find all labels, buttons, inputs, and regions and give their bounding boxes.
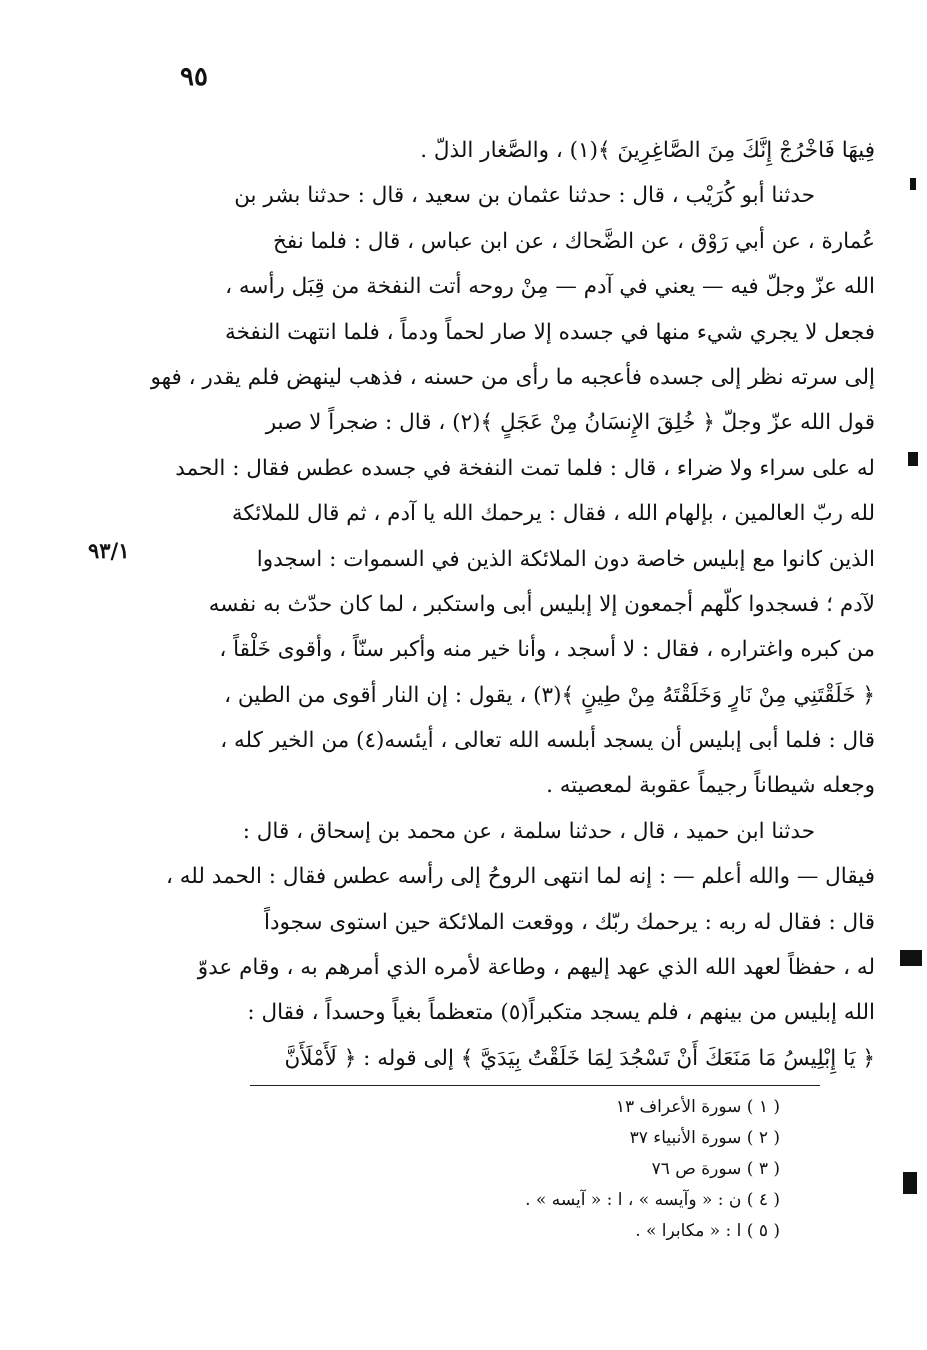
footnote-item: ( ٢ ) سورة الأنبياء ٣٧ <box>629 1128 780 1148</box>
text-line: له على سراء ولا ضراء ، قال : فلما تمت النفخة في جسده عطس فقال : الحمد <box>175 455 875 481</box>
footnote-item: ( ٥ ) ا : « مكابرا » . <box>635 1221 780 1241</box>
text-line: ﴿ يَا إِبْلِيسُ مَا مَنَعَكَ أَنْ تَسْجُدَ لِمَا خَلَقْتُ بِيَدَيَّ ﴾ إلى قوله : ﴿ لَأَمْلَأَنَّ <box>284 1045 875 1071</box>
scan-mark <box>903 1172 917 1194</box>
footnote-item: ( ٣ ) سورة ص ٧٦ <box>651 1159 780 1179</box>
text-line: فيقال — والله أعلم — : إنه لما انتهى الروحُ إلى رأسه عطس فقال : الحمد لله ، <box>166 864 875 890</box>
scan-mark <box>908 452 918 466</box>
page-number: ٩٥ <box>180 62 208 92</box>
text-line: لآدم ؛ فسجدوا كلّهم أجمعون إلا إبليس أبى واستكبر ، لما كان حدّث به نفسه <box>208 591 875 617</box>
footnote-divider <box>250 1085 820 1086</box>
text-line: قال : فلما أبى إبليس أن يسجد أبلسه الله تعالى ، أيئسه(٤) من الخير كله ، <box>220 728 875 754</box>
text-line: إلى سرته نظر إلى جسده فأعجبه ما رأى من حسنه ، فذهب لينهض فلم يقدر ، فهو <box>150 364 875 390</box>
text-line: قول الله عزّ وجلّ ﴿ خُلِقَ الإِنسَانُ مِنْ عَجَلٍ ﴾(٢) ، قال : ضجراً لا صبر <box>265 410 875 436</box>
text-line: ﴿ خَلَقْتَنِي مِنْ نَارٍ وَخَلَقْتَهُ مِنْ طِينٍ ﴾(٣) ، يقول : إن النار أقوى من الطين ، <box>224 682 875 708</box>
text-line: فجعل لا يجري شيء منها في جسده إلا صار لحماً ودماً ، فلما انتهت النفخة <box>225 319 875 345</box>
margin-reference: ٩٣/١ <box>88 538 130 563</box>
body-text <box>150 128 875 1081</box>
footnotes <box>300 1092 780 1247</box>
scan-mark <box>910 178 916 190</box>
scan-mark <box>900 950 922 966</box>
text-line: الله إبليس من بينهم ، فلم يسجد متكبراً(٥) متعظماً بغياً وحسداً ، فقال : <box>247 1000 875 1026</box>
text-line: لله ربّ العالمين ، بإلهام الله ، فقال : يرحمك الله يا آدم ، ثم قال للملائكة <box>231 501 875 527</box>
text-line: قال : فقال له ربه : يرحمك ربّك ، ووقعت الملائكة حين استوى سجوداً <box>264 909 875 935</box>
text-line: حدثنا ابن حميد ، قال ، حدثنا سلمة ، عن محمد بن إسحاق ، قال : <box>242 818 815 844</box>
text-line: الذين كانوا مع إبليس خاصة دون الملائكة الذين في السموات : اسجدوا <box>256 546 875 572</box>
text-line: الله عزّ وجلّ فيه — يعني في آدم — مِنْ روحه أتت النفخة من قِبَل رأسه ، <box>225 274 875 300</box>
text-line: عُمارة ، عن أبي رَوْق ، عن الضَّحاك ، عن ابن عباس ، قال : فلما نفخ <box>272 228 875 254</box>
footnote-item: ( ٤ ) ن : « وآيسه » ، ا : « آيسه » . <box>525 1190 780 1210</box>
text-line: من كبره واغتراره ، فقال : لا أسجد ، وأنا خير منه وأكبر سنّاً ، وأقوى خَلْقاً ، <box>219 637 875 663</box>
text-line: وجعله شيطاناً رجيماً عقوبة لمعصيته . <box>546 773 875 799</box>
text-line: له ، حفظاً لعهد الله الذي عهد إليهم ، وطاعة لأمره الذي أمرهم به ، وقام عدوّ <box>197 955 875 981</box>
text-line: فِيهَا فَاخْرُجْ إِنَّكَ مِنَ الصَّاغِرِينَ ﴾(١) ، والصَّغار الذلّ . <box>420 138 875 163</box>
footnote-item: ( ١ ) سورة الأعراف ١٣ <box>615 1097 780 1117</box>
text-line: حدثنا أبو كُرَيْب ، قال : حدثنا عثمان بن سعيد ، قال : حدثنا بشر بن <box>234 183 815 209</box>
